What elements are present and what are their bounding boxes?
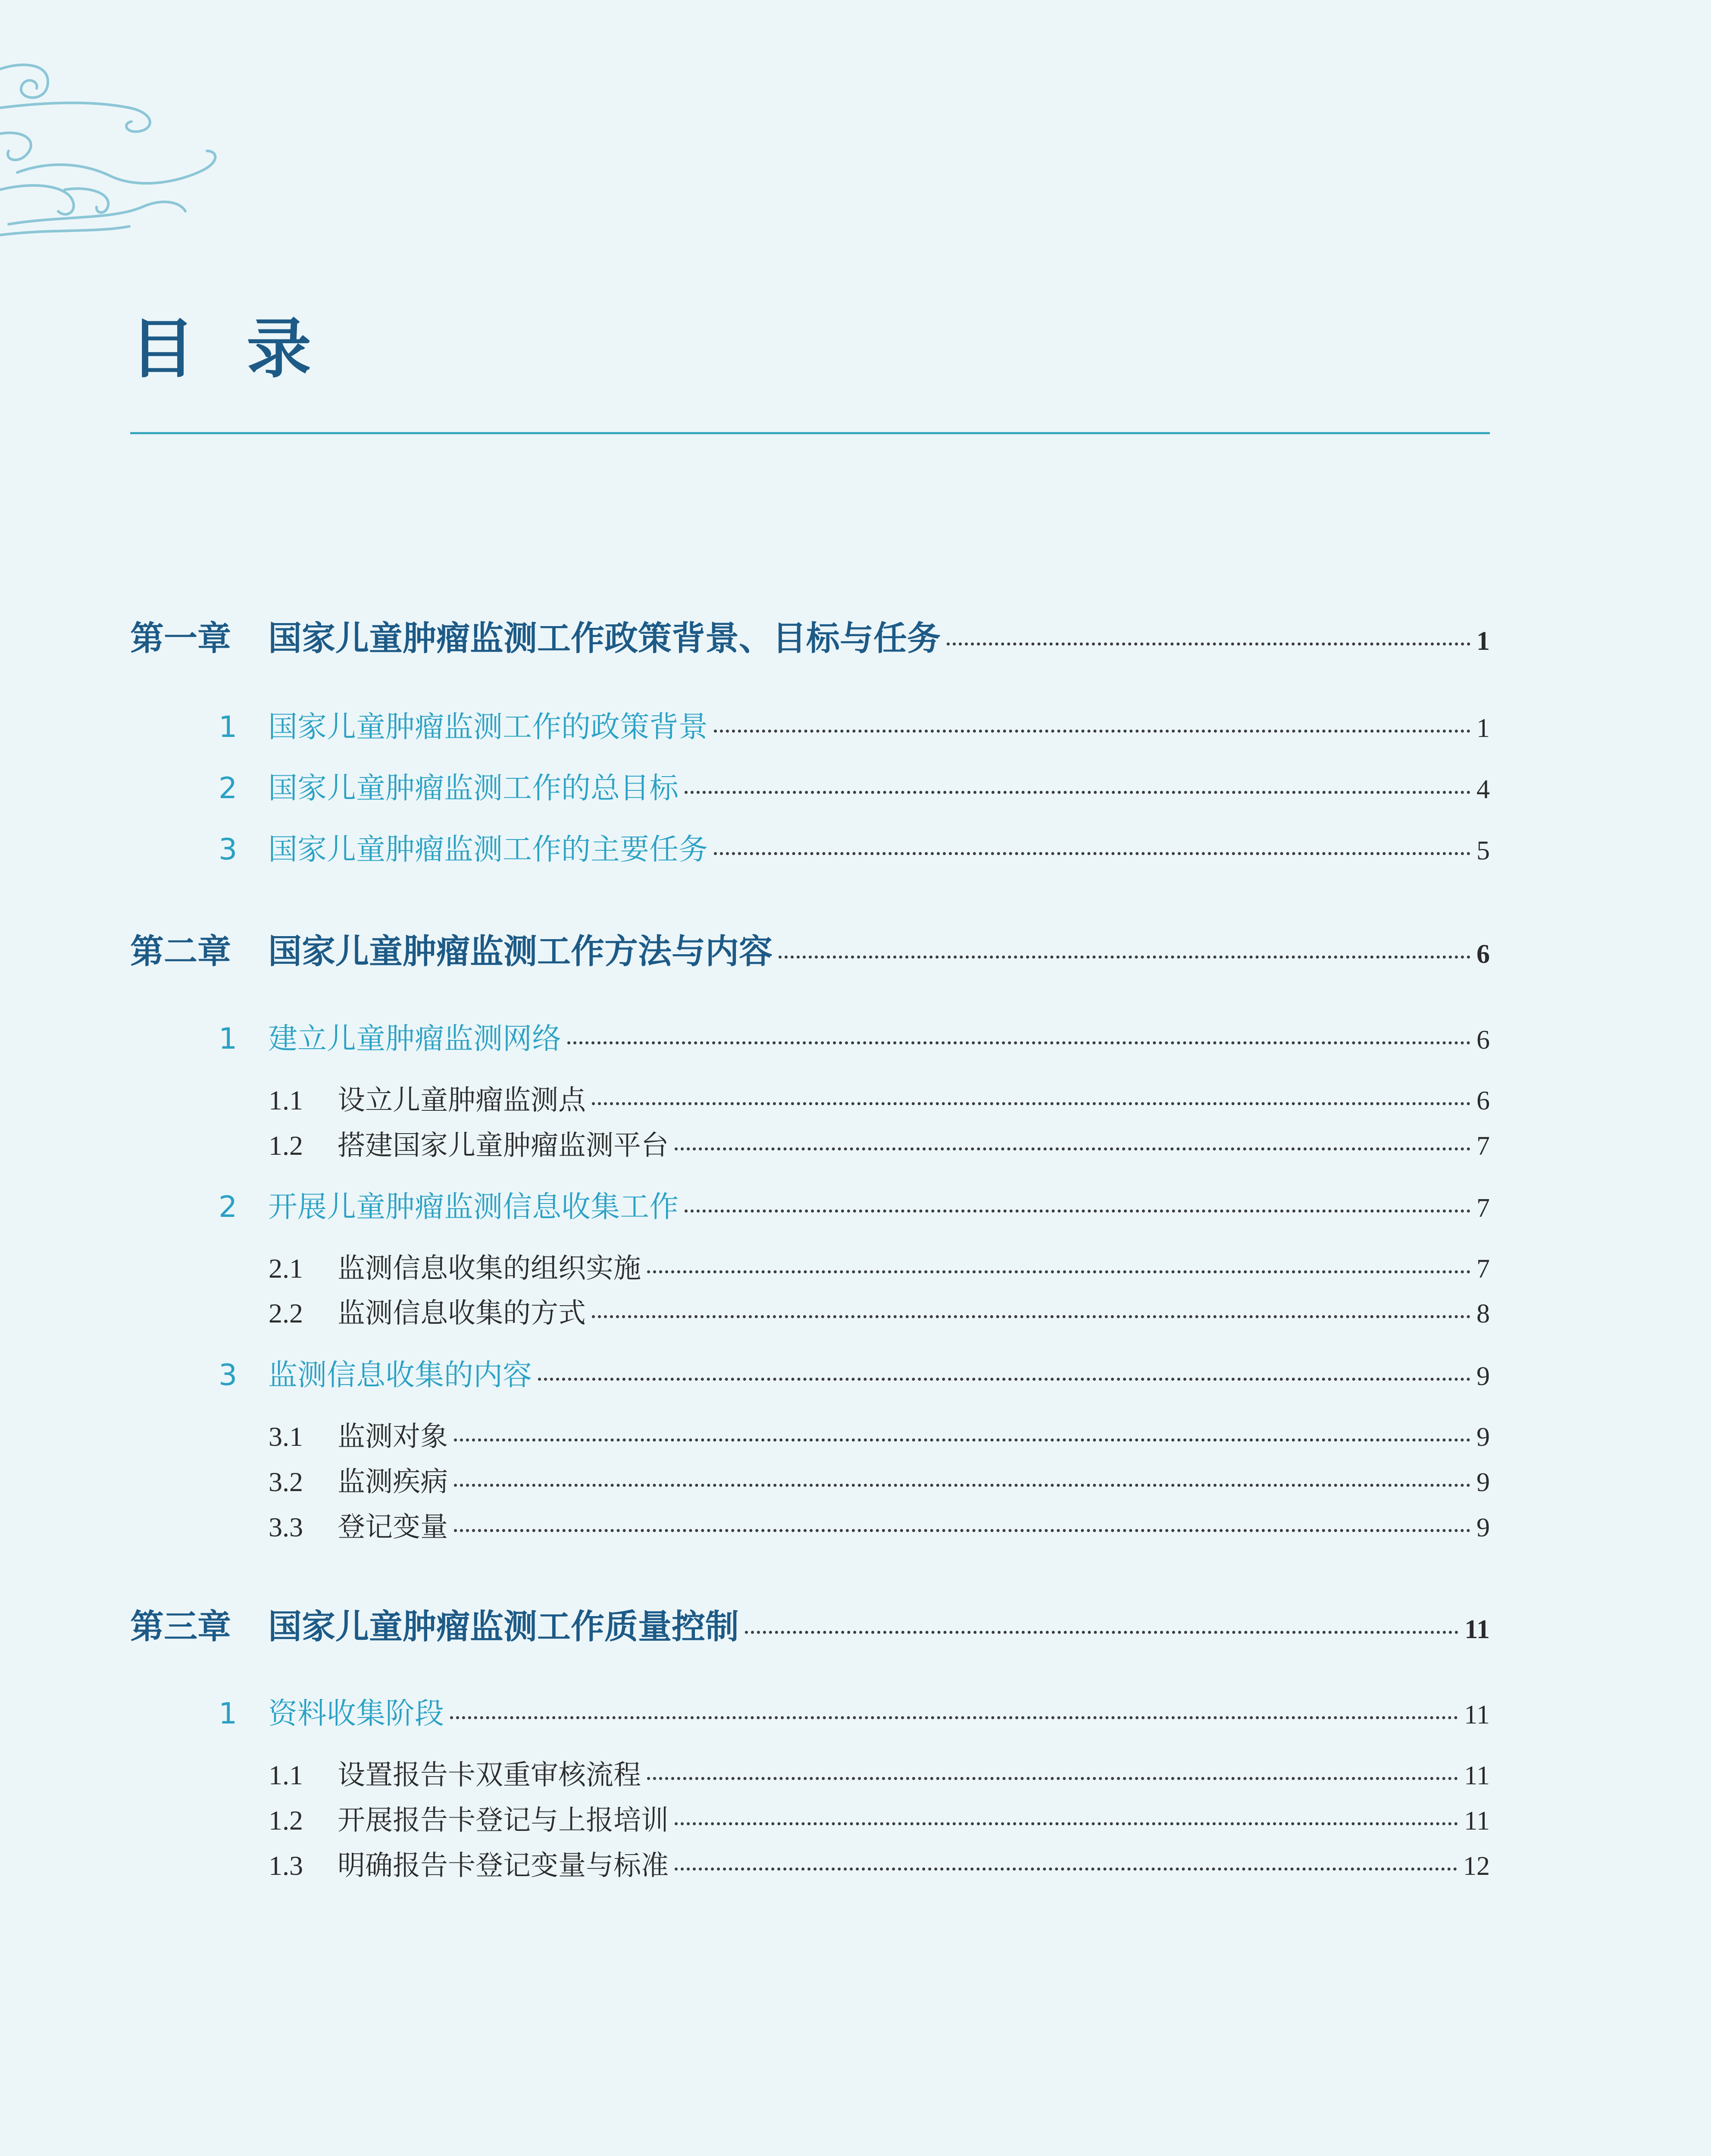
dot-leader [685, 1210, 1470, 1213]
toc-entry-number: 1.1 [269, 1085, 303, 1116]
dot-leader [675, 1147, 1470, 1150]
toc-entry-title: 登记变量 [338, 1511, 448, 1543]
toc-entry-page: 6 [1476, 1086, 1490, 1116]
toc-entry-title: 明确报告卡登记变量与标准 [338, 1850, 669, 1882]
dot-leader [647, 1270, 1470, 1273]
toc-entry-sub-3-1[interactable] [269, 1414, 1490, 1454]
toc-entry-number: 3.2 [269, 1467, 303, 1497]
toc-entry-number: 1 [219, 1697, 238, 1731]
dot-leader [538, 1378, 1470, 1381]
toc-entry-number: 1.3 [269, 1850, 303, 1881]
toc-entry-number: 1 [219, 710, 238, 744]
dot-leader [675, 1868, 1457, 1871]
dot-leader [592, 1315, 1470, 1318]
toc-entry-section-3-1[interactable] [219, 1690, 1490, 1732]
toc-entry-title: 开展儿童肿瘤监测信息收集工作 [268, 1190, 679, 1224]
toc-entry-page: 6 [1476, 940, 1490, 969]
toc-entry-number: 第一章 [130, 619, 231, 658]
toc-entry-number: 2.2 [269, 1298, 303, 1329]
toc-entry-page: 7 [1476, 1131, 1490, 1161]
toc-entry-page: 7 [1476, 1254, 1490, 1284]
toc-entry-page: 11 [1464, 1615, 1490, 1644]
dot-leader [675, 1822, 1458, 1825]
toc-entry-chapter-3[interactable] [130, 1600, 1490, 1648]
toc-entry-section-2-2[interactable] [219, 1184, 1490, 1225]
dot-leader [685, 791, 1470, 794]
toc-entry-section-1-2[interactable] [219, 765, 1490, 807]
toc-entry-sub-3-2[interactable] [269, 1460, 1490, 1499]
toc-entry-chapter-1[interactable] [130, 611, 1490, 660]
toc-entry-number: 3 [219, 833, 238, 867]
toc-entry-number: 1.2 [269, 1805, 303, 1836]
toc-entry-number: 2 [219, 771, 238, 805]
toc-entry-page: 9 [1476, 1468, 1490, 1497]
toc-entry-page: 11 [1464, 1761, 1490, 1790]
toc-entry-title: 资料收集阶段 [268, 1697, 444, 1731]
toc-entry-title: 监测信息收集的组织实施 [338, 1253, 641, 1285]
toc-entry-sub-3-3[interactable] [269, 1505, 1490, 1545]
toc-entry-number: 1.2 [269, 1130, 303, 1161]
toc-entry-title: 国家儿童肿瘤监测工作的政策背景 [268, 710, 708, 744]
toc-entry-sub-1-2[interactable] [269, 1123, 1490, 1163]
toc-entry-number: 1.1 [269, 1760, 303, 1790]
toc-entry-page: 11 [1464, 1806, 1490, 1836]
toc-entry-title: 国家儿童肿瘤监测工作的总目标 [268, 771, 679, 805]
toc-entry-number: 第三章 [130, 1608, 231, 1646]
toc-entry-page: 1 [1476, 627, 1490, 656]
toc-entry-sub-3-1-2[interactable] [269, 1798, 1490, 1838]
dot-leader [779, 956, 1470, 959]
dot-leader [714, 852, 1470, 855]
toc-entry-page: 9 [1476, 1423, 1490, 1452]
toc-entry-sub-2-2[interactable] [269, 1291, 1490, 1331]
dot-leader [454, 1438, 1470, 1442]
toc-entry-number: 1 [219, 1022, 238, 1056]
toc-entry-section-2-1[interactable] [219, 1015, 1490, 1057]
toc-entry-page: 6 [1476, 1025, 1490, 1055]
toc-entry-title: 建立儿童肿瘤监测网络 [268, 1022, 562, 1056]
dot-leader [647, 1777, 1458, 1780]
toc-entry-page: 1 [1476, 714, 1490, 743]
dot-leader [947, 642, 1470, 646]
dot-leader [454, 1529, 1470, 1532]
dot-leader [450, 1716, 1458, 1719]
toc-entry-title: 监测疾病 [338, 1466, 448, 1498]
toc-entry-number: 3.3 [269, 1512, 303, 1542]
toc-entry-page: 9 [1476, 1513, 1490, 1542]
toc-entry-section-1-1[interactable] [219, 704, 1490, 746]
toc-entry-page: 7 [1476, 1194, 1490, 1223]
toc-entry-number: 3.1 [269, 1421, 303, 1452]
toc-entry-sub-1-1[interactable] [269, 1078, 1490, 1118]
toc-entry-section-2-3[interactable] [219, 1352, 1490, 1394]
dot-leader [745, 1631, 1458, 1634]
toc-entry-number: 2.1 [269, 1253, 303, 1284]
toc-entry-page: 8 [1476, 1299, 1490, 1329]
toc-entry-number: 第二章 [130, 932, 231, 971]
dot-leader [454, 1484, 1470, 1487]
toc-entry-title: 设立儿童肿瘤监测点 [338, 1084, 586, 1116]
toc-entry-title: 国家儿童肿瘤监测工作质量控制 [268, 1608, 739, 1646]
toc-entry-title: 搭建国家儿童肿瘤监测平台 [338, 1130, 669, 1162]
toc-entry-title: 国家儿童肿瘤监测工作的主要任务 [268, 833, 708, 867]
toc-entry-page: 11 [1464, 1700, 1490, 1730]
toc-entry-title: 开展报告卡登记与上报培训 [338, 1805, 669, 1836]
dot-leader [714, 730, 1470, 733]
toc-entry-page: 9 [1476, 1362, 1490, 1391]
toc-entry-title: 国家儿童肿瘤监测工作方法与内容 [268, 932, 773, 971]
toc-entry-title: 设置报告卡双重审核流程 [338, 1759, 641, 1791]
toc-entry-title: 监测对象 [338, 1421, 448, 1453]
toc-entry-title: 监测信息收集的内容 [268, 1358, 532, 1392]
toc-entry-page: 12 [1463, 1852, 1490, 1881]
dot-leader [592, 1102, 1470, 1105]
toc-entry-page: 5 [1476, 836, 1490, 865]
toc-entry-section-1-3[interactable] [219, 826, 1490, 868]
page-title: 目录 [130, 312, 363, 387]
toc-entry-title: 监测信息收集的方式 [338, 1297, 586, 1329]
toc-entry-page: 4 [1476, 775, 1490, 804]
dot-leader [567, 1041, 1470, 1044]
toc-entry-number: 3 [219, 1358, 238, 1392]
toc-entry-title: 国家儿童肿瘤监测工作政策背景、目标与任务 [268, 619, 941, 658]
toc-entry-sub-3-1-1[interactable] [269, 1753, 1490, 1792]
toc-entry-chapter-2[interactable] [130, 924, 1490, 973]
toc-entry-number: 2 [219, 1190, 238, 1224]
toc-entry-sub-3-1-3[interactable] [269, 1843, 1490, 1883]
toc-entry-sub-2-1[interactable] [269, 1246, 1490, 1286]
